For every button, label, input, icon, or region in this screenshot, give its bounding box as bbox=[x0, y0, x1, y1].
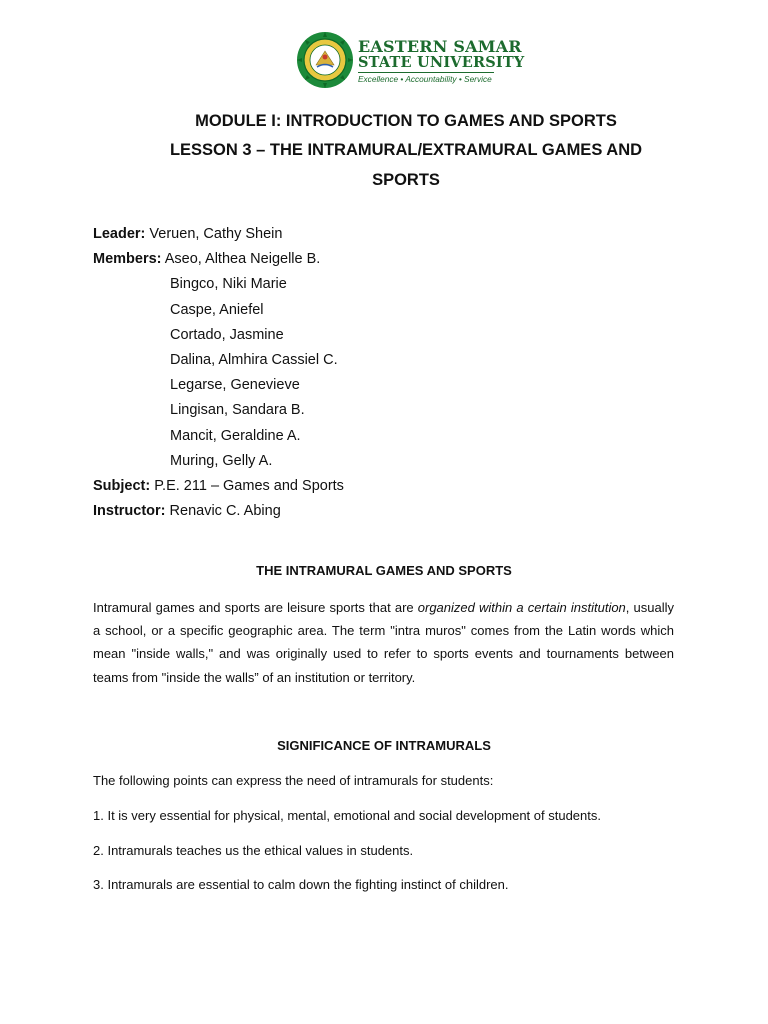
leader-label: Leader: bbox=[93, 226, 146, 242]
significance-intro: The following points can express the need of intramurals for students: bbox=[93, 773, 494, 788]
intramural-paragraph bbox=[93, 596, 674, 689]
leader-name: Veruen, Cathy Shein bbox=[149, 226, 283, 242]
university-seal-icon bbox=[296, 31, 354, 89]
instructor-name: Renavic C. Abing bbox=[169, 503, 281, 520]
subject-value: P.E. 211 – Games and Sports bbox=[154, 477, 344, 494]
significance-point: 1. It is very essential for physical, mental, emotional and social development of students. bbox=[93, 808, 601, 823]
leader-row bbox=[93, 222, 344, 247]
group-info bbox=[93, 222, 344, 524]
member-name: Legarse, Genevieve bbox=[170, 377, 300, 394]
member-name: Bingco, Niki Marie bbox=[170, 276, 287, 293]
member-row bbox=[93, 373, 344, 398]
instructor-row bbox=[93, 499, 344, 524]
member-name: Lingisan, Sandara B. bbox=[170, 402, 305, 419]
significance-point: 2. Intramurals teaches us the ethical values in students. bbox=[93, 843, 414, 858]
header-divider bbox=[358, 72, 494, 73]
members-row bbox=[93, 247, 344, 272]
member-row bbox=[93, 424, 344, 449]
member-name: Cortado, Jasmine bbox=[170, 326, 284, 343]
member-row bbox=[93, 323, 344, 348]
subject-row bbox=[93, 474, 344, 499]
member-name: Dalina, Almhira Cassiel C. bbox=[170, 351, 338, 368]
lesson-title-line-1: LESSON 3 – THE INTRAMURAL/EXTRAMURAL GAMES AND bbox=[169, 141, 643, 159]
university-header bbox=[296, 31, 525, 89]
members-label: Members: bbox=[93, 251, 162, 268]
section-heading-intramural: THE INTRAMURAL GAMES AND SPORTS bbox=[256, 563, 512, 578]
university-name-line-2: STATE UNIVERSITY bbox=[358, 54, 525, 71]
member-name: Mancit, Geraldine A. bbox=[170, 427, 301, 444]
module-title: MODULE I: INTRODUCTION TO GAMES AND SPORTS bbox=[195, 112, 617, 130]
paragraph-emphasis: organized within a certain institution bbox=[417, 600, 626, 615]
instructor-label: Instructor: bbox=[93, 503, 166, 520]
lesson-title-line-2: SPORTS bbox=[372, 171, 440, 189]
member-row bbox=[93, 348, 344, 373]
member-name: Aseo, Althea Neigelle B. bbox=[164, 251, 321, 268]
member-row bbox=[93, 449, 344, 474]
university-motto: Excellence • Accountability • Service bbox=[358, 74, 492, 84]
member-name: Muring, Gelly A. bbox=[170, 452, 273, 469]
paragraph-text: Intramural games and sports are leisure sports that are bbox=[93, 600, 418, 615]
significance-point: 3. Intramurals are essential to calm down the fighting instinct of children. bbox=[93, 877, 509, 892]
member-row bbox=[93, 272, 344, 297]
section-heading-significance: SIGNIFICANCE OF INTRAMURALS bbox=[277, 738, 491, 753]
university-name-line-1: EASTERN SAMAR bbox=[358, 37, 522, 56]
subject-label: Subject: bbox=[93, 477, 151, 494]
member-row bbox=[93, 298, 344, 323]
member-name: Caspe, Aniefel bbox=[170, 301, 264, 318]
member-row bbox=[93, 398, 344, 423]
paragraph-text: , usually a school, or a specific geographic area. The term "intra muros" comes from the Latin words which mean "inside walls," and was originally used to refer to sports events and tournaments between teams from "inside the walls” of an institution or territory. bbox=[93, 600, 675, 685]
